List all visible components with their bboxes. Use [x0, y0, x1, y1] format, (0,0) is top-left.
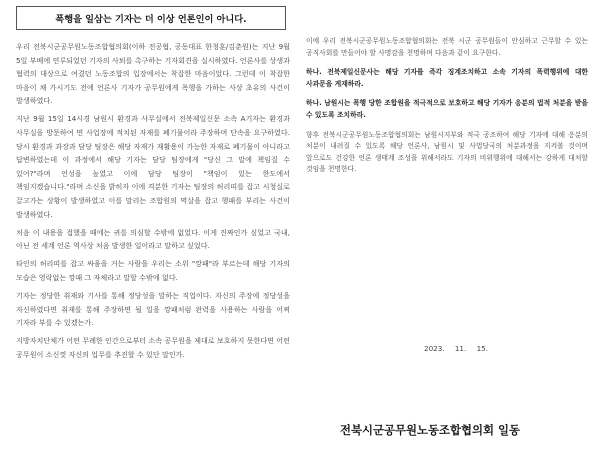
statement-date: 2023. 11. 15.: [424, 344, 489, 353]
statement-title: [16, 6, 286, 30]
paragraph-gangster: 타인의 허리띠를 잡고 싸움을 거는 사람을 우리는 소위 "깡패"라 부르는데 해당 기자의 모습은 영락없는 깡패 그 자체라고 말할 수밖에 없다.: [16, 259, 290, 282]
paragraph-intro: 우리 전북시군공무원노동조합협의회(이하 전공협, 공동대표 한청훈/김춘원)는 지난 9월 5일 부베에 연루되었던 기자의 사퇴를 촉구하는 기자회견을 실시하였다. 언론사를 상생과 협력의 대상으로 여겼던 노동조합의 입장에서는 착잡한 마음이었다. 그런데 이 착잡한 마음이 채 가시기도 전에 언론사 기자가 공무원에게 폭행을 가하는 사상 초유의 사건이 발생하였다.: [16, 42, 290, 106]
paragraph-incident: 지난 9월 15일 14시경 남원시 환경과 사무실에서 전북제일신문 소속 A기자는 환경과 사무실을 방문하여 면 사업장에 적치된 자재를 폐기물이라 주장하며 단속을 요구하였다. 당시 환경과 과장과 담당 팀장은 해당 자재가 재활용이 가능한 자재로 폐기물이 아니라고 답변하였는데 이 과정에서 해당 기자는 담당 팀장에게 "당신 그 말에 책임질 수 있어?"라며 언성을 높였고 이에 담당 팀장이 "책임이 있는 한도에서 책임지겠습니다."라며 소신을 밝히자 이에 격분한 기자는 팀장의 허리띠를 잡고 시청실로 끌고가는 상황이 발생하였고 이를 말리는 조합원의 멱살을 잡고 행패를 부리는 사건이 발생하였다.: [16, 114, 290, 219]
demand-item-2: 하나. 남원시는 폭행 당한 조합원을 적극적으로 보호하고 해당 기자가 응분의 법적 처분을 받을 수 있도록 조치하라.: [306, 99, 588, 119]
demand-item-1: 하나. 전북제일신문사는 해당 기자를 즉각 징계조치하고 소속 기자의 폭력행위에 대한 사과문을 게재하라.: [306, 68, 588, 88]
right-column: [306, 36, 588, 184]
statement-title-text: 폭행을 일삼는 기자는 더 이상 언론인이 아니다.: [55, 14, 247, 25]
paragraph-resolution: 이에 우리 전북시군공무원노동조합협의회는 전북 시군 공무원들이 안심하고 근무할 수 있는 공직사회를 만들어야 할 사명감을 천명하며 다음과 같이 요구한다.: [306, 37, 588, 57]
left-column: [16, 40, 290, 366]
paragraph-journalist-role: 기자는 정당한 취재와 기사를 통해 정당성을 말하는 직업이다. 자신의 주장에 정당성을 자신하였다면 취재를 통해 주장하면 될 일을 깡패처럼 완력을 사용하는 사람을 어찌 기자라 부를 수 있겠는가.: [16, 291, 290, 328]
paragraph-closing: 향후 전북시군공무원노동조합협의회는 남원시지부와 적극 공조하여 해당 기자에 대해 응분의 처분이 내려질 수 있도록 해당 언론사, 남원시 및 사법당국의 처분과정을 지켜볼 것이며 앞으로도 건강한 언론 생태계 조성을 위해서라도 기자의 비위행위에 대해서는 강하게 대처할 것임을 천명한다.: [306, 130, 588, 174]
paragraph-protection: 지방자치단체가 어떤 무례한 인간으로부터 소속 공무원을 제대로 보호하지 못한다면 어떤 공무원이 소신껏 자신의 업무를 추진할 수 있단 말인가.: [16, 336, 290, 359]
signature: 전북시군공무원노동조합협의회 일동: [340, 423, 521, 437]
paragraph-reaction: 처음 이 내용을 접했을 때에는 귀를 의심할 수밖에 없었다. 이게 진짜인가 싶었고 국내, 아닌 전 세계 언론 역사상 처음 발생한 일이라고 말하고 싶었다.: [16, 227, 290, 251]
